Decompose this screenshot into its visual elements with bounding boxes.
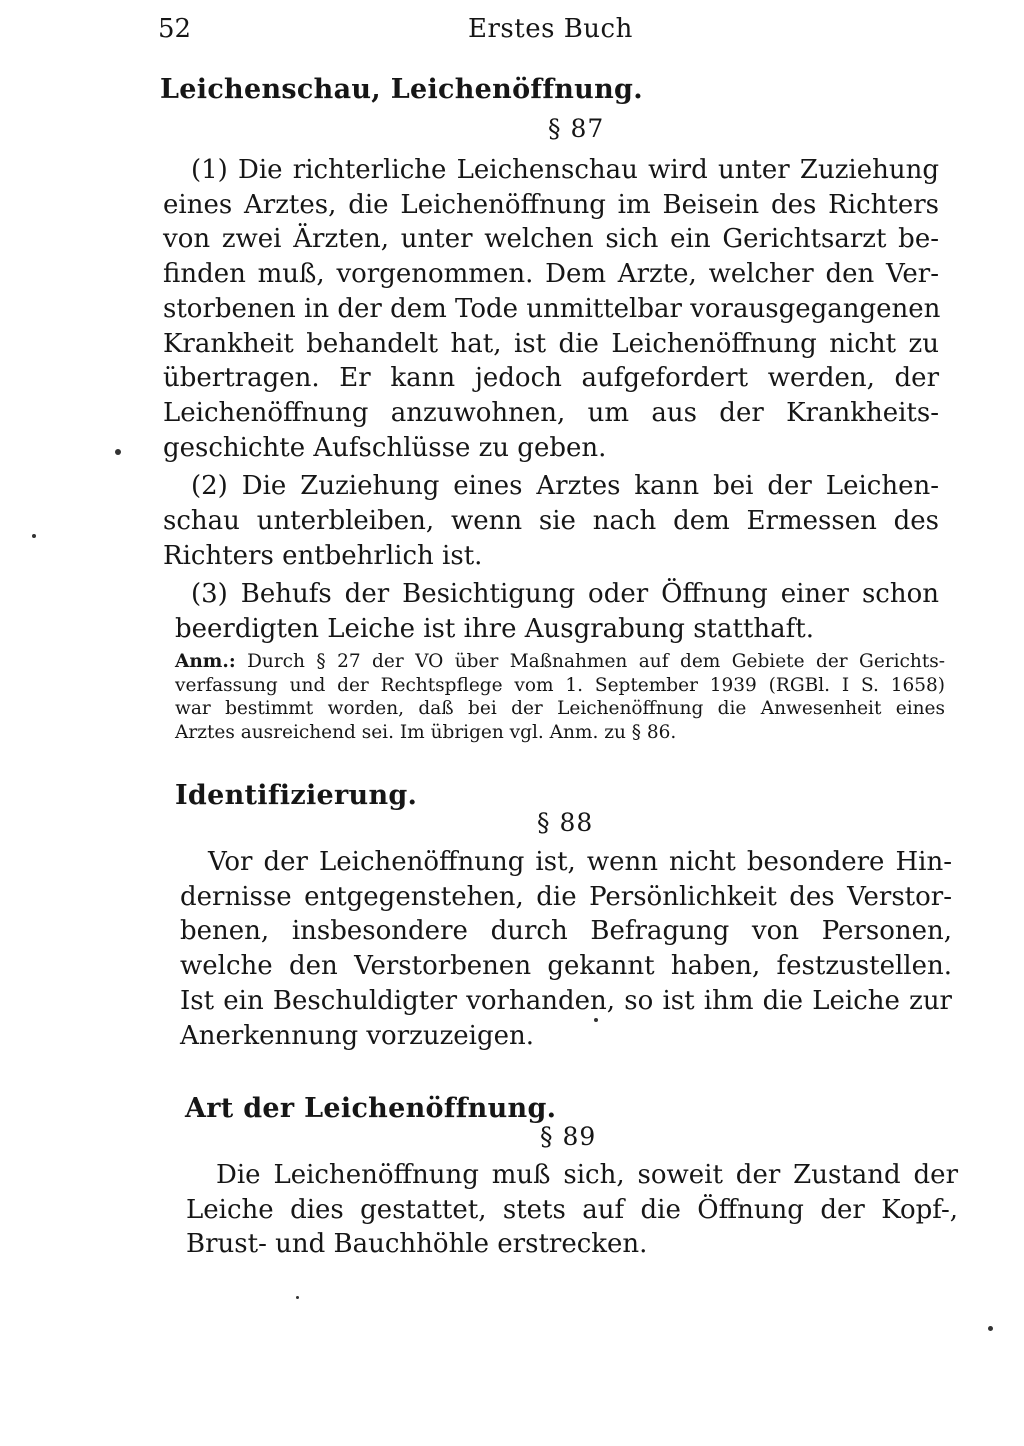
note-text: Durch § 27 der VO über Maßnahmen auf dem Gebiete der Gerichts-: [247, 651, 945, 672]
note-label: Anm.:: [175, 651, 236, 672]
page-number: 52: [158, 14, 192, 44]
text-line: beerdigten Leiche ist ihre Ausgrabung statthaft.: [175, 614, 814, 645]
running-head: [158, 14, 638, 50]
text-line: dernisse entgegenstehen, die Persönlichkeit des Verstor-: [180, 881, 952, 912]
section-89-text: [186, 1158, 958, 1262]
text-line: eines Arztes, die Leichenöffnung im Beisein des Richters: [163, 189, 939, 220]
text-line: von zwei Ärzten, unter welchen sich ein Gerichtsarzt be-: [163, 224, 939, 255]
text-line: benen, insbesondere durch Befragung von Personen,: [180, 916, 952, 947]
paragraph-88: [180, 845, 952, 1053]
text-line: schau unterbleiben, wenn sie nach dem Ermessen des: [163, 506, 939, 537]
paragraph-sign-88: § 88: [537, 808, 594, 837]
text-line: Leiche dies gestattet, stets auf die Öffnung der Kopf-,: [186, 1194, 958, 1225]
section-heading-leichenschau: Leichenschau, Leichenöffnung.: [160, 74, 643, 105]
note-line: verfassung und der Rechtspflege vom 1. September 1939 (RGBl. I S. 1658): [175, 674, 945, 696]
text-line: Vor der Leichenöffnung ist, wenn nicht besondere Hin-: [208, 847, 952, 877]
text-line: Leichenöffnung anzuwohnen, um aus der Krankheits-: [163, 397, 939, 428]
paragraph-87-1: [163, 153, 939, 465]
paragraph-87-3: [163, 577, 939, 646]
text-line: Krankheit behandelt hat, ist die Leichenöffnung nicht zu: [163, 328, 939, 359]
text-line: storbenen in der dem Tode unmittelbar vorausgegangenen: [163, 293, 941, 324]
text-line: (2) Die Zuziehung eines Arztes kann bei der Leichen-: [191, 471, 939, 502]
text-line: Richters entbehrlich ist.: [163, 540, 483, 571]
paragraph-89: [186, 1158, 958, 1262]
text-line: finden muß, vorgenommen. Dem Arzte, welcher den Ver-: [163, 259, 939, 290]
text-line: (1) Die richterliche Leichenschau wird unter Zuziehung: [191, 155, 939, 185]
text-line: Brust- und Bauchhöhle erstrecken.: [186, 1229, 648, 1260]
note-line: war bestimmt worden, daß bei der Leichenöffnung die Anwesenheit eines: [175, 698, 945, 719]
annotation-note: [175, 650, 945, 744]
scan-speck: [594, 1018, 598, 1022]
scan-speck: [32, 534, 36, 538]
scan-speck: [296, 1296, 299, 1299]
section-88-text: [180, 845, 952, 1053]
note-line: Arztes ausreichend sei. Im übrigen vgl. Anm. zu § 86.: [175, 721, 677, 743]
text-line: welche den Verstorbenen gekannt haben, festzustellen.: [180, 951, 952, 982]
scan-speck: [115, 449, 121, 455]
paragraph-87-2: [163, 469, 939, 573]
running-title: Erstes Buch: [468, 14, 633, 44]
scan-speck: [988, 1326, 993, 1331]
section-87-text: [163, 153, 939, 647]
text-line: Ist ein Beschuldigter vorhanden, so ist ihm die Leiche zur: [180, 985, 952, 1016]
section-heading-identifizierung: Identifizierung.: [175, 780, 418, 811]
text-line: geschichte Aufschlüsse zu geben.: [163, 432, 607, 463]
text-line: Die Leichenöffnung muß sich, soweit der Zustand der: [216, 1160, 958, 1190]
text-line: übertragen. Er kann jedoch aufgefordert werden, der: [163, 363, 939, 394]
section-heading-art-der-leichenoeffnung: Art der Leichenöffnung.: [185, 1093, 557, 1124]
text-line: (3) Behufs der Besichtigung oder Öffnung einer schon: [191, 579, 939, 610]
paragraph-sign-87: § 87: [548, 114, 605, 143]
note-line: [175, 650, 945, 674]
text-line: Anerkennung vorzuzeigen.: [180, 1020, 535, 1051]
paragraph-sign-89: § 89: [540, 1122, 597, 1151]
